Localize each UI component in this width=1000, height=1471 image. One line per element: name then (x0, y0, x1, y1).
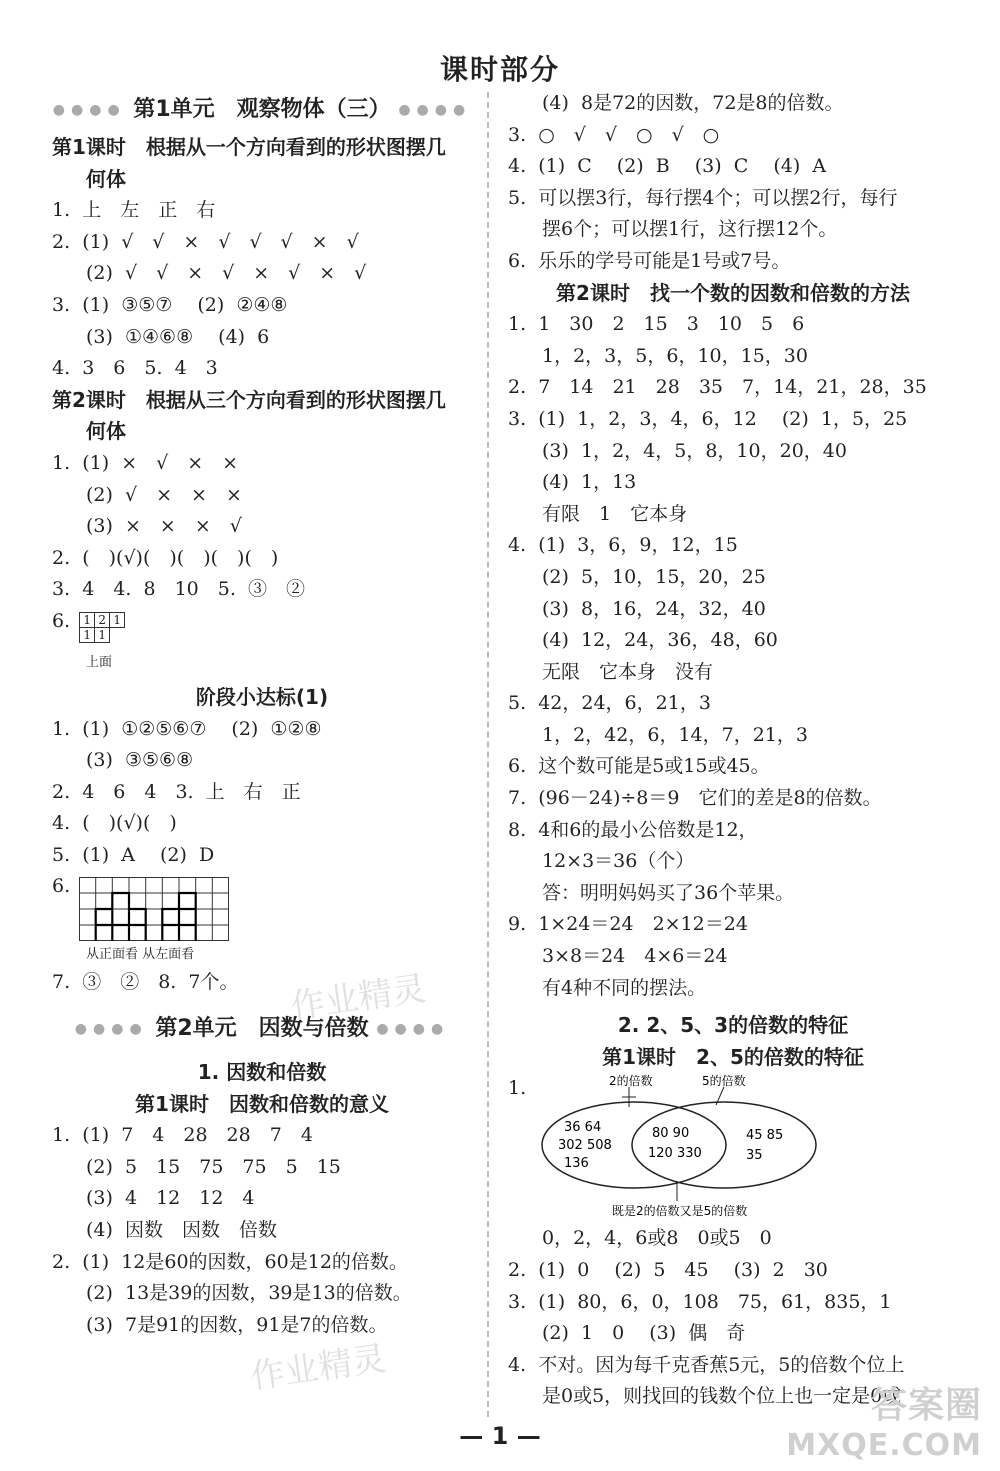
answer-line: 4. (1) C (2) B (3) C (4) A (508, 155, 827, 178)
answer-line: 3. 4 4. 8 10 5. ③ ② (52, 578, 305, 601)
venn-left-item: 36 64 (564, 1120, 602, 1136)
left-column (52, 88, 472, 1341)
question-number: 1. (508, 1077, 527, 1100)
answer-line: (3) ①④⑥⑧ (4) 6 (86, 325, 270, 348)
answer-line: (2) 5，10，15，20，25 (542, 565, 766, 588)
venn-right-item: 35 (746, 1148, 763, 1164)
answer-line: 2. ( )(√)( )( )( )( ) (52, 546, 279, 569)
answer-line: 9. 1×24＝24 2×12＝24 (508, 913, 748, 936)
answer-line: 2. (1) √ √ × √ √ √ × √ (52, 230, 359, 253)
answer-line: 5. 42，24，6，21，3 (508, 692, 711, 715)
grid-cell: 1 (80, 612, 95, 627)
venn-right-item: 45 85 (746, 1128, 784, 1144)
answer-line: (4) 1，13 (542, 471, 637, 494)
grid-cell: 1 (110, 612, 125, 627)
answer-line: 有4种不同的摆法。 (542, 976, 707, 999)
watermark: 作业精灵 (288, 968, 429, 1028)
view-grid-caption: 从正面看 从左面看 (86, 947, 195, 963)
answer-line: (3) × × × √ (86, 515, 242, 538)
answer-line: 2. (1) 12是60的因数，60是12的倍数。 (52, 1250, 408, 1273)
answer-line: 4. (1) 3，6，9，12，15 (508, 534, 738, 557)
answer-line: 3. ○ √ √ ○ √ ○ (508, 123, 720, 146)
unit1-heading: ●●●● 第1单元 观察物体（三） ●●●● (52, 97, 472, 122)
section2-heading: 2. 2、5、3的倍数的特征 (617, 1013, 849, 1038)
top-view-figure (52, 606, 472, 650)
grid-cell: 1 (95, 627, 110, 642)
answer-line: 7. (96－24)÷8＝9 它们的差是8的倍数。 (508, 787, 882, 810)
venn-both-item: 120 330 (648, 1146, 702, 1162)
answer-line: (2) √ √ × √ × √ × √ (86, 262, 367, 285)
answer-line: 5. 可以摆3行，每行摆4个；可以摆2行，每行 (508, 186, 898, 209)
answer-line: 2. 4 6 4 3. 上 右 正 (52, 780, 301, 803)
answer-line: 7. ③ ② 8. 7个。 (52, 971, 239, 994)
answer-line: 无限 它本身 没有 (542, 660, 714, 683)
answer-line: 4. 不对。因为每千克香蕉5元，5的倍数个位上 (508, 1353, 905, 1376)
answer-line: 3×8＝24 4×6＝24 (542, 945, 728, 968)
answer-line: 1. (1) × √ × × (52, 451, 239, 474)
question-number: 6. (52, 609, 71, 632)
venn-bottom-label: 既是2的倍数又是5的倍数 (612, 1204, 748, 1219)
answer-line: 是0或5，则找回的钱数个位上也一定是0或 (542, 1385, 902, 1408)
answer-line: 答：明明妈妈买了36个苹果。 (542, 881, 795, 904)
venn-left-item: 136 (564, 1156, 589, 1172)
question-number: 6. (52, 875, 71, 898)
answer-line: 1，2，3，5，6，10，15，30 (542, 344, 808, 367)
answer-line: (4) 12，24，36，48，60 (542, 629, 778, 652)
page-title: 课时部分 (439, 53, 560, 86)
answer-line: 6. 乐乐的学号可能是1号或7号。 (508, 249, 791, 272)
answer-line: 1. (1) 7 4 28 28 7 4 (52, 1124, 313, 1147)
view-grids-figure (52, 871, 472, 967)
answer-line: 3. (1) 1，2，3，4，6，12 (2) 1，5，25 (508, 407, 908, 430)
answer-line: (2) √ × × × (86, 483, 242, 506)
answer-line: 1. 上 左 正 右 (52, 199, 216, 222)
venn-right-title: 5的倍数 (702, 1074, 746, 1089)
answer-line: 1. (1) ①②⑤⑥⑦ (2) ①②⑧ (52, 717, 322, 740)
answer-line: 2. 7 14 21 28 35 7，14，21，28，35 (508, 376, 927, 399)
answer-line: 4. 3 6 5. 4 3 (52, 357, 218, 380)
answer-line: (3) 1，2，4，5，8，10，20，40 (542, 439, 847, 462)
answer-line: 1，2，42，6，14，7，21，3 (542, 723, 808, 746)
unit2-heading: ●●●● 第2单元 因数与倍数 ●●●● (74, 1016, 450, 1042)
venn-left-title: 2的倍数 (609, 1074, 653, 1089)
section1-heading: 1. 因数和倍数 (197, 1060, 327, 1085)
answer-line: 3. (1) ③⑤⑦ (2) ②④⑧ (52, 293, 288, 316)
lesson2-title-cont: 何体 (86, 419, 126, 444)
answer-line: 有限 1 它本身 (542, 502, 688, 525)
answer-line: 3. (1) 80，6，0，108 75，61，835，1 (508, 1290, 892, 1313)
page-number: — 1 — (459, 1422, 541, 1450)
lesson1-title-cont: 何体 (86, 166, 126, 191)
stage-heading: 阶段小达标(1) (195, 684, 329, 709)
grid-caption: 上面 (86, 654, 113, 670)
answer-line: 摆6个；可以摆1行，这行摆12个。 (542, 218, 838, 241)
answer-line: (2) 13是39的因数，39是13的倍数。 (86, 1282, 412, 1305)
lesson-title: 第2课时 找一个数的因数和倍数的方法 (556, 280, 910, 305)
answer-line: 4. ( )(√)( ) (52, 812, 177, 835)
corner-watermark: 答案圈 MXQE.COM (786, 1385, 982, 1463)
lesson2-title: 第2课时 根据从三个方向看到的形状图摆几 (52, 387, 446, 412)
lesson1-title: 第1课时 根据从一个方向看到的形状图摆几 (52, 135, 446, 159)
venn-figure (508, 1073, 958, 1223)
answer-line: 5. (1) A (2) D (52, 843, 215, 866)
column-divider (487, 92, 489, 1417)
answer-line: (3) 7是91的因数，91是7的倍数。 (86, 1313, 388, 1336)
answer-line: (2) 1 0 (3) 偶 奇 (542, 1322, 746, 1345)
right-column (508, 88, 958, 1413)
venn-left-item: 302 508 (558, 1138, 612, 1154)
venn-both-item: 80 90 (652, 1126, 690, 1142)
grid-cell: 1 (80, 627, 95, 642)
lesson3-title: 第1课时 因数和倍数的意义 (135, 1091, 389, 1116)
answer-line: (2) 5 15 75 75 5 15 (86, 1155, 341, 1178)
answer-line: (4) 8是72的因数，72是8的倍数。 (542, 92, 844, 114)
answer-line: 0，2，4，6或8 0或5 0 (542, 1227, 772, 1250)
watermark: 作业精灵 (248, 1338, 389, 1398)
answer-line: 12×3＝36（个） (542, 850, 695, 873)
answer-line: 6. 这个数可能是5或15或45。 (508, 755, 770, 778)
answer-line: (3) 4 12 12 4 (86, 1187, 255, 1210)
answer-line: (3) ③⑤⑥⑧ (86, 749, 194, 772)
answer-line: 1. 1 30 2 15 3 10 5 6 (508, 313, 805, 336)
answer-line: 8. 4和6的最小公倍数是12， (508, 818, 758, 841)
top-view-grid (79, 612, 125, 643)
view-grid-drawing (79, 877, 229, 941)
lesson2-title: 第1课时 2、5的倍数的特征 (602, 1044, 864, 1069)
answer-line: 2. (1) 0 (2) 5 45 (3) 2 30 (508, 1259, 828, 1281)
answer-line: (3) 8，16，24，32，40 (542, 597, 766, 620)
answer-line: (4) 因数 因数 倍数 (86, 1219, 277, 1242)
venn-diagram (534, 1073, 834, 1223)
grid-cell: 2 (95, 612, 110, 627)
